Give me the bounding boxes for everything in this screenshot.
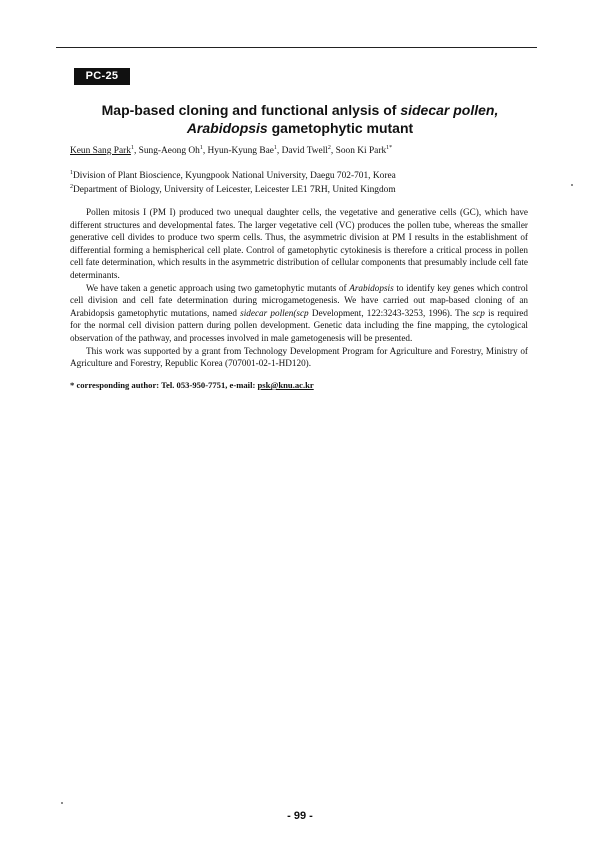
affiliations: [70, 169, 540, 197]
author-affil-mark: 1: [130, 145, 134, 151]
top-rule: [56, 47, 537, 48]
title-line-1: [60, 101, 540, 119]
section-badge: PC-25: [74, 68, 130, 85]
abstract-body: [70, 206, 528, 370]
title-line-2: [60, 119, 540, 137]
corresponding-author: [70, 380, 530, 390]
title-italic-gene: sidecar pollen,: [400, 102, 499, 118]
p2-italic: sidecar pollen(scp: [240, 307, 309, 318]
title-text-suffix: gametophytic mutant: [267, 120, 414, 136]
page-number: - 99 -: [287, 810, 313, 822]
scan-speck: [61, 802, 63, 804]
author-affil-mark: 1*: [386, 145, 393, 151]
affiliation-mark: 1: [70, 170, 73, 176]
email-link[interactable]: psk@knu.ac.kr: [257, 380, 314, 390]
p2-text: is required for the normal cell division pattern during pollen development. Genetic data including the fine mapping, the cytological observation of the pathway, and processes involved in male gametogenesis will be presented.: [70, 307, 528, 343]
author-name: Hyun-Kyung Bae: [207, 146, 274, 156]
author-affil-mark: 2: [327, 145, 331, 151]
affiliation-text: Department of Biology, University of Leicester, Leicester LE1 7RH, United Kingdom: [73, 185, 396, 195]
author-name: Sung-Aeong Oh: [138, 146, 200, 156]
paragraph-1: Pollen mitosis I (PM I) produced two unequal daughter cells, the vegetative and generative cells (GC), which have different structures and developmental fates. The larger vegetative cell (VC) produces the pollen tube, whereas the smaller generative cell divides to produce two sperm cells. Thus, the asymmetric division at PM I results in the establishment of differential forming a hemispherical cell plate. Control of gametophytic cytokinesis is therefore a critical process in pollen cell fate determination, which results in the asymmetric distribution of cellular components that presumably include cell fate determinants.: [70, 207, 528, 280]
author-name: Soon Ki Park: [335, 146, 387, 156]
author-list: Keun Sang Park$^1$, Sung-Aeong Oh$^1$, Hyun-Kyung Bae$^1$, David Twell$^2$, Soon Ki Park$^{1*}$: [70, 145, 393, 156]
p2-text: Development, 122:3243-3253, 1996). The: [308, 307, 473, 318]
affiliation-mark: 2: [70, 184, 73, 190]
corresponding-text: * corresponding author: Tel. 053-950-7751, e-mail:: [70, 380, 258, 390]
author-name: Keun Sang Park: [70, 146, 131, 156]
p2-text: to identify key genes which control cell division and cell fate determination during microgametogenesis. We have carried out map-based cloning of an Arabidopsis gametophytic mutations, named: [70, 282, 528, 318]
p2-italic: Arabidopsis: [349, 282, 394, 293]
author-affil-mark: 1: [199, 145, 203, 151]
affiliation-text: Division of Plant Bioscience, Kyungpook National University, Daegu 702-701, Korea: [73, 171, 396, 181]
p2-italic: scp: [472, 307, 485, 318]
p2-text: We have taken a genetic approach using two gametophytic mutants of: [86, 282, 350, 293]
author-name: David Twell: [281, 146, 328, 156]
paragraph-3: This work was supported by a grant from Technology Development Program for Agriculture and Forestry, Ministry of Agriculture and Forestry, Republic Korea (707001-02-1-HD120).: [70, 345, 528, 369]
paper-title: [60, 101, 540, 137]
affiliation-item: [70, 169, 540, 183]
title-text: Map-based cloning and functional anlysis of: [101, 102, 401, 118]
author-affil-mark: 1: [273, 145, 277, 151]
title-italic-species: Arabidopsis: [186, 120, 268, 136]
affiliation-item: [70, 183, 540, 197]
scan-speck: [571, 184, 573, 186]
paragraph-2: [70, 282, 528, 345]
